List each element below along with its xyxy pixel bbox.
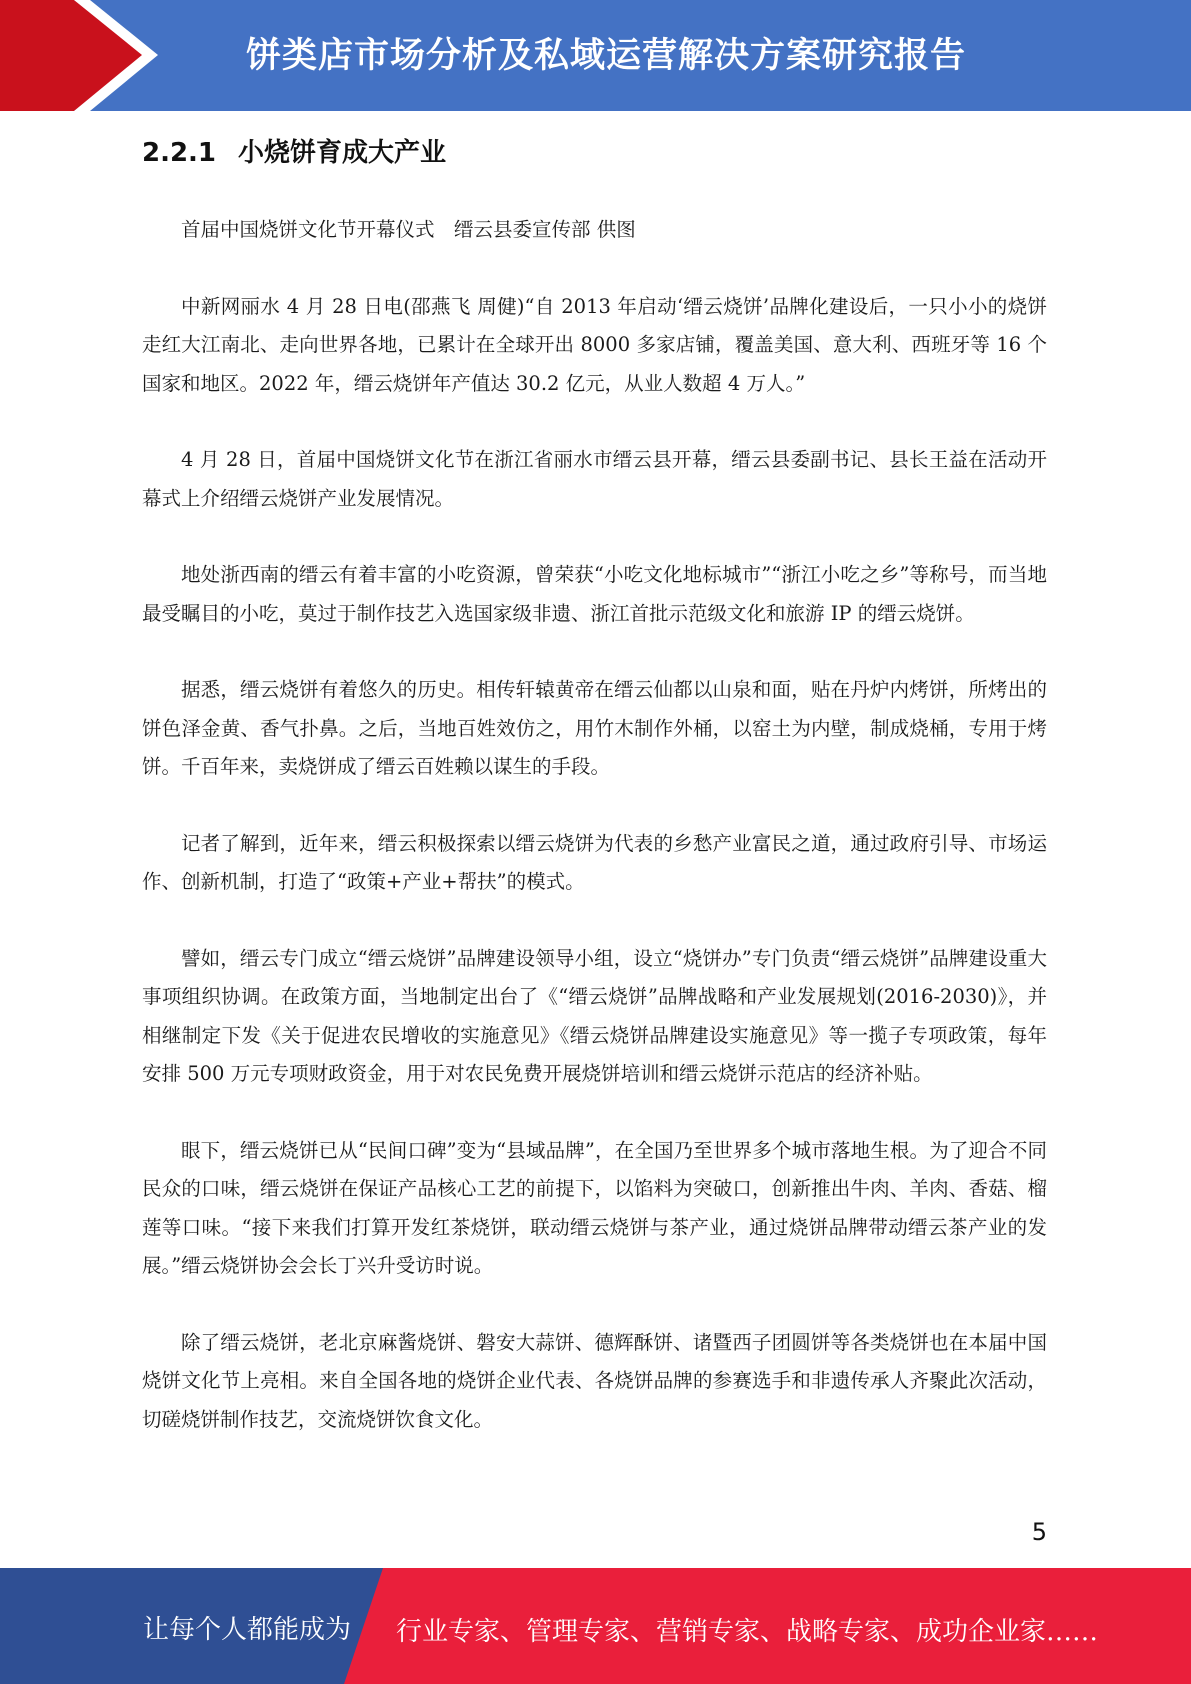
paragraph: 眼下，缙云烧饼已从“民间口碑”变为“县域品牌”，在全国乃至世界多个城市落地生根。为了迎合不同民众的口味，缙云烧饼在保证产品核心工艺的前提下，以馅料为突破口，创新推出牛肉、羊肉、香菇、榴莲等口味。“接下来我们打算开发红茶烧饼，联动缙云烧饼与茶产业，通过烧饼品牌带动缙云茶产业的发展。”缙云烧饼协会会长丁兴升受访时说。	[142, 1138, 1047, 1277]
page-footer	[0, 1568, 1191, 1684]
paragraph: 4 月 28 日，首届中国烧饼文化节在浙江省丽水市缙云县开幕，缙云县委副书记、县长王益在活动开幕式上介绍缙云烧饼产业发展情况。	[142, 448, 1047, 510]
image-caption: 首届中国烧饼文化节开幕仪式 缙云县委宣传部 供图	[181, 218, 636, 241]
paragraph: 譬如，缙云专门成立“缙云烧饼”品牌建设领导小组，设立“烧饼办”专门负责“缙云烧饼”品牌建设重大事项组织协调。在政策方面，当地制定出台了《“缙云烧饼”品牌战略和产业发展规划(2016-2030)》，并相继制定下发《关于促进农民增收的实施意见》《缙云烧饼品牌建设实施意见》等一揽子专项政策，每年安排 500 万元专项财政资金，用于对农民免费开展烧饼培训和缙云烧饼示范店的经济补贴。	[142, 946, 1047, 1085]
header-title: 饼类店市场分析及私域运营解决方案研究报告	[246, 36, 967, 76]
section-heading	[142, 132, 446, 169]
page-header	[0, 0, 1191, 111]
article-body	[142, 211, 1047, 1477]
paragraph: 地处浙西南的缙云有着丰富的小吃资源，曾荣获“小吃文化地标城市”“浙江小吃之乡”等称号，而当地最受瞩目的小吃，莫过于制作技艺入选国家级非遗、浙江首批示范级文化和旅游 IP 的缙云烧饼。	[142, 563, 1047, 625]
section-title: 小烧饼育成大产业	[238, 138, 447, 168]
footer-slogan-right: 行业专家、管理专家、营销专家、战略专家、成功企业家……	[396, 1617, 1099, 1647]
paragraph: 除了缙云烧饼，老北京麻酱烧饼、磐安大蒜饼、德辉酥饼、诸暨西子团圆饼等各类烧饼也在本届中国烧饼文化节上亮相。来自全国各地的烧饼企业代表、各烧饼品牌的参赛选手和非遗传承人齐聚此次活动，切磋烧饼制作技艺，交流烧饼饮食文化。	[142, 1330, 1047, 1431]
section-number: 2.2.1	[142, 138, 217, 168]
paragraph: 据悉，缙云烧饼有着悠久的历史。相传轩辕黄帝在缙云仙都以山泉和面，贴在丹炉内烤饼，所烤出的饼色泽金黄、香气扑鼻。之后，当地百姓效仿之，用竹木制作外桶，以窑土为内壁，制成烧桶，专用于烤饼。千百年来，卖烧饼成了缙云百姓赖以谋生的手段。	[142, 678, 1047, 778]
paragraph: 中新网丽水 4 月 28 日电(邵燕飞 周健)“自 2013 年启动‘缙云烧饼’品牌化建设后，一只小小的烧饼走红大江南北、走向世界各地，已累计在全球开出 8000 多家店铺，覆盖美国、意大利、西班牙等 16 个国家和地区。2022 年，缙云烧饼年产值达 30.2 亿元，从业人数超 4 万人。”	[142, 294, 1047, 395]
page-number: 5	[1031, 1518, 1047, 1546]
footer-slogan-left: 让每个人都能成为	[143, 1615, 352, 1645]
paragraph: 记者了解到，近年来，缙云积极探索以缙云烧饼为代表的乡愁产业富民之道，通过政府引导、市场运作、创新机制，打造了“政策+产业+帮扶”的模式。	[142, 831, 1047, 893]
